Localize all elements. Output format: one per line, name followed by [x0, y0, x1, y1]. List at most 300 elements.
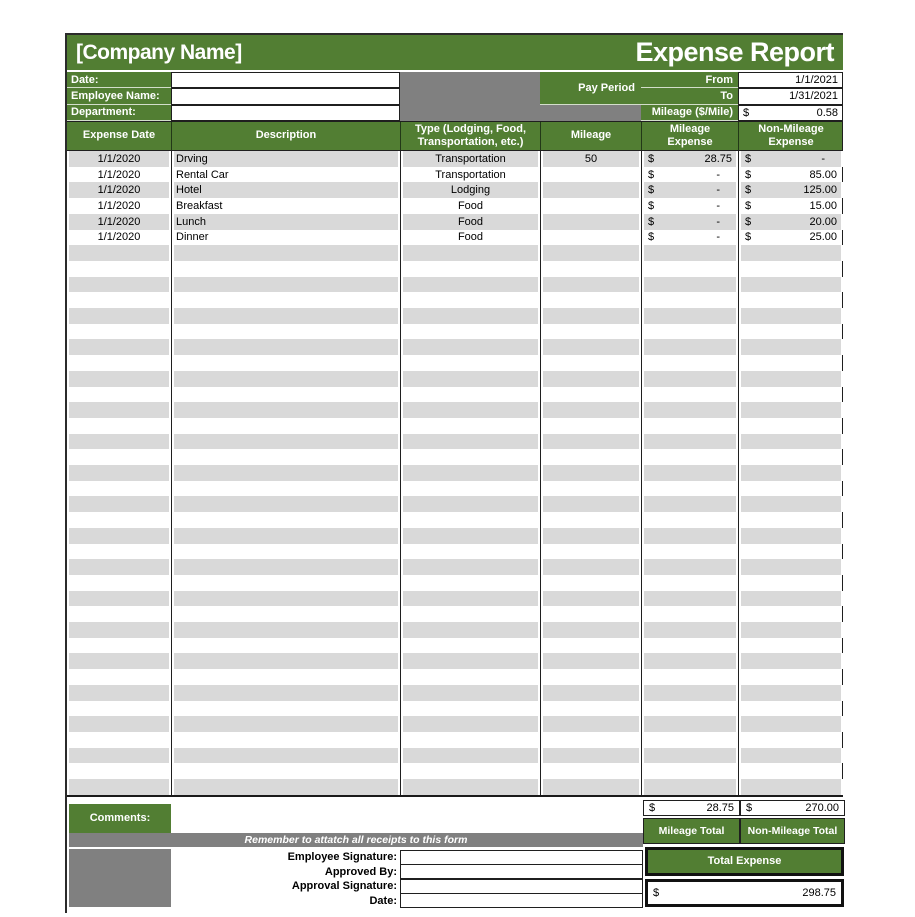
type-cell[interactable] [400, 481, 540, 497]
non-mileage-expense-cell[interactable] [738, 512, 843, 528]
description-cell[interactable] [171, 371, 400, 387]
currency-symbol: $ [746, 801, 753, 814]
non-mileage-expense-cell[interactable] [738, 182, 843, 198]
mileage-expense-cell[interactable] [641, 575, 738, 591]
expense-table-body [67, 151, 843, 797]
type-cell[interactable] [400, 324, 540, 340]
table-row [67, 324, 842, 340]
expense-date-cell[interactable] [67, 669, 171, 685]
mileage-expense-cell[interactable] [641, 638, 738, 654]
mileage-cell[interactable] [540, 779, 641, 795]
mileage-cell[interactable] [540, 575, 641, 591]
department-input[interactable] [171, 105, 400, 121]
mileage-cell[interactable] [540, 449, 641, 465]
expense-date-cell[interactable] [67, 779, 171, 795]
non-mileage-expense-cell[interactable] [738, 544, 843, 560]
mileage-total-label: Mileage Total [643, 818, 740, 844]
mileage-expense-cell[interactable] [641, 198, 738, 214]
type-cell[interactable]: Lodging [400, 182, 540, 198]
mileage-expense-cell[interactable] [641, 151, 738, 167]
mileage-expense-cell[interactable] [641, 182, 738, 198]
description-cell[interactable] [171, 732, 400, 748]
gray-block-bottom [69, 849, 171, 907]
mileage-expense-cell[interactable] [641, 653, 738, 669]
mileage-cell[interactable] [540, 198, 641, 214]
type-cell[interactable] [400, 638, 540, 654]
non-mileage-expense-cell[interactable] [738, 763, 843, 779]
amount-value: - [716, 231, 720, 244]
mileage-cell[interactable] [540, 732, 641, 748]
pay-period-label: Pay Period [540, 72, 641, 105]
description-cell[interactable]: Hotel [171, 182, 400, 198]
description-cell[interactable] [171, 355, 400, 371]
non-mileage-expense-cell[interactable] [738, 434, 843, 450]
mileage-cell[interactable] [540, 214, 641, 230]
mileage-total-value: 28.75 [706, 801, 734, 814]
to-label: To [641, 88, 738, 104]
type-cell[interactable] [400, 465, 540, 481]
mileage-cell[interactable] [540, 559, 641, 575]
expense-date-cell[interactable] [67, 308, 171, 324]
mileage-expense-cell[interactable] [641, 245, 738, 261]
type-cell[interactable] [400, 701, 540, 717]
expense-date-cell[interactable] [67, 481, 171, 497]
expense-date-cell[interactable] [67, 277, 171, 293]
non-mileage-expense-cell[interactable] [738, 324, 843, 340]
non-mileage-expense-cell[interactable] [738, 748, 843, 764]
mileage-expense-cell[interactable] [641, 779, 738, 795]
description-cell[interactable] [171, 402, 400, 418]
type-cell[interactable] [400, 528, 540, 544]
table-row [67, 418, 842, 434]
type-cell[interactable] [400, 732, 540, 748]
expense-date-cell[interactable] [67, 591, 171, 607]
non-mileage-expense-cell[interactable] [738, 277, 843, 293]
description-cell[interactable]: Lunch [171, 214, 400, 230]
mileage-cell[interactable] [540, 292, 641, 308]
type-cell[interactable] [400, 339, 540, 355]
mileage-cell[interactable] [540, 339, 641, 355]
description-cell[interactable] [171, 685, 400, 701]
non-mileage-expense-cell[interactable] [738, 685, 843, 701]
mileage-cell[interactable] [540, 277, 641, 293]
mileage-cell[interactable] [540, 638, 641, 654]
non-mileage-total-cell [740, 800, 845, 816]
description-cell[interactable] [171, 512, 400, 528]
expense-date-cell[interactable] [67, 418, 171, 434]
type-cell[interactable] [400, 716, 540, 732]
description-cell[interactable] [171, 559, 400, 575]
mileage-expense-cell[interactable] [641, 277, 738, 293]
mileage-expense-cell[interactable] [641, 324, 738, 340]
description-cell[interactable] [171, 434, 400, 450]
description-cell[interactable] [171, 528, 400, 544]
mileage-cell[interactable] [540, 230, 641, 246]
expense-date-cell[interactable] [67, 622, 171, 638]
mileage-cell[interactable] [540, 308, 641, 324]
mileage-expense-cell[interactable] [641, 763, 738, 779]
description-cell[interactable] [171, 418, 400, 434]
non-mileage-expense-cell[interactable] [738, 496, 843, 512]
non-mileage-expense-cell[interactable] [738, 355, 843, 371]
non-mileage-expense-cell[interactable] [738, 669, 843, 685]
comments-input[interactable] [171, 800, 643, 831]
description-cell[interactable] [171, 701, 400, 717]
description-cell[interactable] [171, 779, 400, 795]
type-cell[interactable] [400, 544, 540, 560]
non-mileage-expense-cell[interactable] [738, 167, 843, 183]
table-row [67, 355, 842, 371]
mileage-expense-cell[interactable] [641, 669, 738, 685]
mileage-cell[interactable] [540, 528, 641, 544]
mileage-expense-cell[interactable] [641, 716, 738, 732]
description-cell[interactable] [171, 387, 400, 403]
expense-date-cell[interactable] [67, 685, 171, 701]
signature-input[interactable] [400, 893, 643, 908]
header-description: Description [171, 122, 400, 150]
currency-symbol: $ [649, 801, 656, 814]
non-mileage-expense-cell[interactable] [738, 198, 843, 214]
non-mileage-expense-cell[interactable] [738, 481, 843, 497]
type-cell[interactable] [400, 606, 540, 622]
non-mileage-expense-cell[interactable] [738, 465, 843, 481]
to-date-cell[interactable]: 1/31/2021 [738, 88, 843, 104]
type-cell[interactable] [400, 371, 540, 387]
description-cell[interactable] [171, 465, 400, 481]
mileage-rate-label: Mileage ($/Mile) [641, 105, 738, 121]
mileage-cell[interactable] [540, 669, 641, 685]
non-mileage-expense-cell[interactable] [738, 591, 843, 607]
expense-date-cell[interactable] [67, 716, 171, 732]
mileage-cell[interactable] [540, 496, 641, 512]
expense-date-cell[interactable] [67, 559, 171, 575]
mileage-cell[interactable] [540, 701, 641, 717]
mileage-cell[interactable]: 50 [540, 151, 641, 167]
mileage-cell[interactable] [540, 481, 641, 497]
signature-input[interactable] [400, 850, 643, 865]
mileage-rate-cell[interactable] [738, 105, 843, 121]
mileage-expense-cell[interactable] [641, 481, 738, 497]
mileage-cell[interactable] [540, 355, 641, 371]
expense-date-cell[interactable] [67, 763, 171, 779]
mileage-expense-cell[interactable] [641, 355, 738, 371]
header-expense-date: Expense Date [82, 129, 156, 142]
expense-date-cell[interactable] [67, 292, 171, 308]
expense-date-cell[interactable] [67, 638, 171, 654]
mileage-cell[interactable] [540, 685, 641, 701]
mileage-cell[interactable] [540, 261, 641, 277]
expense-date-cell[interactable] [67, 544, 171, 560]
mileage-cell[interactable] [540, 763, 641, 779]
mileage-expense-cell[interactable] [641, 308, 738, 324]
company-name[interactable]: [Company Name] [76, 40, 242, 64]
non-mileage-expense-cell[interactable] [738, 339, 843, 355]
table-row [67, 575, 842, 591]
expense-date-cell[interactable] [67, 465, 171, 481]
type-cell[interactable] [400, 277, 540, 293]
mileage-cell[interactable] [540, 465, 641, 481]
description-cell[interactable] [171, 575, 400, 591]
type-cell[interactable] [400, 496, 540, 512]
mileage-expense-cell[interactable] [641, 371, 738, 387]
table-row [67, 434, 842, 450]
mileage-cell[interactable] [540, 418, 641, 434]
expense-date-cell[interactable] [67, 732, 171, 748]
mileage-cell[interactable] [540, 591, 641, 607]
table-row [67, 214, 842, 230]
type-cell[interactable] [400, 418, 540, 434]
non-mileage-expense-cell[interactable] [738, 387, 843, 403]
expense-date-cell[interactable] [67, 261, 171, 277]
signature-input[interactable] [400, 879, 643, 894]
mileage-expense-cell[interactable] [641, 685, 738, 701]
table-row [67, 701, 842, 717]
header-type: Type (Lodging, Food, Transportation, etc.) [400, 122, 540, 150]
table-row [67, 763, 842, 779]
description-cell[interactable] [171, 261, 400, 277]
type-cell[interactable] [400, 622, 540, 638]
non-mileage-expense-cell[interactable] [738, 151, 843, 167]
table-row [67, 779, 842, 795]
type-cell[interactable] [400, 575, 540, 591]
description-cell[interactable] [171, 339, 400, 355]
table-row [67, 716, 842, 732]
mileage-expense-cell[interactable] [641, 606, 738, 622]
mileage-cell[interactable] [540, 387, 641, 403]
table-row [67, 591, 842, 607]
non-mileage-expense-cell[interactable] [738, 308, 843, 324]
table-row [67, 606, 842, 622]
expense-date-cell[interactable] [67, 245, 171, 261]
description-cell[interactable] [171, 716, 400, 732]
expense-date-cell[interactable] [67, 606, 171, 622]
mileage-expense-cell[interactable] [641, 387, 738, 403]
expense-date-cell[interactable] [67, 496, 171, 512]
expense-date-cell[interactable] [67, 324, 171, 340]
non-mileage-expense-cell[interactable] [738, 418, 843, 434]
non-mileage-expense-cell[interactable] [738, 402, 843, 418]
non-mileage-expense-cell[interactable] [738, 559, 843, 575]
type-cell[interactable]: Food [400, 214, 540, 230]
mileage-expense-cell[interactable] [641, 418, 738, 434]
description-cell[interactable] [171, 245, 400, 261]
non-mileage-expense-cell[interactable] [738, 575, 843, 591]
description-cell[interactable]: Dinner [171, 230, 400, 246]
expense-date-cell[interactable]: 1/1/2020 [97, 168, 141, 181]
expense-date-cell[interactable] [67, 434, 171, 450]
mileage-expense-cell[interactable] [641, 559, 738, 575]
description-cell[interactable] [171, 606, 400, 622]
amount-value: - [716, 215, 720, 228]
expense-date-cell[interactable]: 1/1/2020 [67, 182, 171, 198]
mileage-expense-cell[interactable] [641, 339, 738, 355]
non-mileage-expense-cell[interactable] [738, 638, 843, 654]
table-row [67, 512, 842, 528]
non-mileage-expense-cell[interactable] [738, 779, 843, 795]
expense-date-cell[interactable] [67, 701, 171, 717]
mileage-expense-cell[interactable] [641, 449, 738, 465]
description-cell[interactable] [171, 591, 400, 607]
mileage-cell[interactable] [540, 434, 641, 450]
mileage-expense-cell[interactable] [641, 544, 738, 560]
non-mileage-expense-cell[interactable] [738, 449, 843, 465]
mileage-expense-cell[interactable] [641, 230, 738, 246]
type-cell[interactable]: Transportation [400, 167, 540, 183]
non-mileage-expense-cell[interactable] [738, 214, 843, 230]
total-expense-value: 298.75 [802, 886, 836, 899]
currency-symbol: $ [648, 231, 655, 244]
non-mileage-expense-cell[interactable] [738, 716, 843, 732]
description-cell[interactable] [171, 308, 400, 324]
non-mileage-expense-cell[interactable] [738, 292, 843, 308]
mileage-expense-cell[interactable] [641, 167, 738, 183]
description-cell[interactable] [171, 669, 400, 685]
expense-date-cell[interactable]: 1/1/2020 [67, 151, 171, 167]
expense-date-cell[interactable]: 1/1/2020 [97, 199, 141, 212]
type-cell[interactable] [400, 387, 540, 403]
mileage-expense-cell[interactable] [641, 748, 738, 764]
type-cell[interactable] [400, 559, 540, 575]
expense-date-cell[interactable] [67, 371, 171, 387]
type-cell[interactable] [400, 591, 540, 607]
mileage-cell[interactable] [540, 748, 641, 764]
expense-date-cell[interactable] [67, 653, 171, 669]
mileage-cell[interactable] [540, 245, 641, 261]
non-mileage-expense-cell[interactable] [738, 261, 843, 277]
expense-date-cell[interactable] [67, 449, 171, 465]
description-cell[interactable] [171, 622, 400, 638]
mileage-expense-cell[interactable] [641, 402, 738, 418]
type-cell[interactable]: Food [400, 230, 540, 246]
description-cell[interactable]: Breakfast [171, 198, 400, 214]
description-cell[interactable]: Rental Car [171, 167, 400, 183]
type-cell[interactable] [400, 245, 540, 261]
mileage-cell[interactable] [540, 653, 641, 669]
mileage-expense-cell[interactable] [641, 214, 738, 230]
type-cell[interactable] [400, 355, 540, 371]
mileage-expense-cell[interactable] [641, 622, 738, 638]
type-cell[interactable] [400, 449, 540, 465]
description-cell[interactable] [171, 481, 400, 497]
type-cell[interactable] [400, 512, 540, 528]
mileage-cell[interactable] [540, 716, 641, 732]
expense-date-cell[interactable] [67, 748, 171, 764]
description-cell[interactable] [171, 638, 400, 654]
non-mileage-expense-cell[interactable] [738, 653, 843, 669]
non-mileage-expense-cell[interactable] [738, 371, 843, 387]
mileage-expense-cell[interactable] [641, 701, 738, 717]
mileage-expense-cell[interactable] [641, 261, 738, 277]
expense-date-cell[interactable] [67, 387, 171, 403]
currency-symbol: $ [745, 168, 752, 181]
description-cell[interactable] [171, 324, 400, 340]
description-cell[interactable] [171, 277, 400, 293]
non-mileage-expense-cell[interactable] [738, 622, 843, 638]
expense-date-cell[interactable]: 1/1/2020 [97, 231, 141, 244]
page-title: Expense Report [635, 37, 834, 67]
type-cell[interactable] [400, 434, 540, 450]
description-cell[interactable] [171, 292, 400, 308]
currency-symbol: $ [648, 184, 655, 197]
mileage-cell[interactable] [540, 606, 641, 622]
type-cell[interactable] [400, 308, 540, 324]
mileage-expense-cell[interactable] [641, 465, 738, 481]
expense-date-cell[interactable] [67, 528, 171, 544]
currency-symbol: $ [743, 106, 750, 119]
mileage-expense-cell[interactable] [641, 528, 738, 544]
expense-date-cell[interactable] [67, 402, 171, 418]
expense-date-cell[interactable] [67, 339, 171, 355]
type-cell[interactable] [400, 685, 540, 701]
mileage-expense-cell[interactable] [641, 434, 738, 450]
description-cell[interactable] [171, 748, 400, 764]
type-cell[interactable] [400, 292, 540, 308]
mileage-expense-cell[interactable] [641, 732, 738, 748]
description-cell[interactable] [171, 544, 400, 560]
description-cell[interactable]: Drving [171, 151, 400, 167]
signature-label: Employee Signature: [287, 851, 397, 864]
mileage-cell[interactable] [540, 182, 641, 198]
mileage-cell[interactable] [540, 167, 641, 183]
mileage-expense-cell[interactable] [641, 512, 738, 528]
expense-date-cell[interactable] [67, 512, 171, 528]
non-mileage-expense-cell[interactable] [738, 528, 843, 544]
type-cell[interactable] [400, 653, 540, 669]
mileage-cell[interactable] [540, 324, 641, 340]
type-cell[interactable] [400, 763, 540, 779]
from-date-cell[interactable]: 1/1/2021 [738, 72, 843, 88]
signature-input[interactable] [400, 864, 643, 879]
expense-date-cell[interactable]: 1/1/2020 [67, 214, 171, 230]
mileage-cell[interactable] [540, 402, 641, 418]
description-cell[interactable] [171, 653, 400, 669]
mileage-expense-cell[interactable] [641, 591, 738, 607]
mileage-expense-cell[interactable] [641, 292, 738, 308]
mileage-cell[interactable] [540, 512, 641, 528]
non-mileage-expense-cell[interactable] [738, 732, 843, 748]
mileage-cell[interactable] [540, 544, 641, 560]
type-cell[interactable] [400, 748, 540, 764]
type-cell[interactable] [400, 669, 540, 685]
description-cell[interactable] [171, 763, 400, 779]
non-mileage-expense-cell[interactable] [738, 701, 843, 717]
mileage-expense-cell[interactable] [641, 496, 738, 512]
non-mileage-expense-cell[interactable] [738, 230, 843, 246]
employee-name-input[interactable] [171, 88, 400, 104]
table-row [67, 292, 842, 308]
mileage-cell[interactable] [540, 371, 641, 387]
table-row [67, 685, 842, 701]
currency-symbol: $ [745, 152, 752, 165]
mileage-cell[interactable] [540, 622, 641, 638]
expense-date-cell[interactable] [67, 575, 171, 591]
type-cell[interactable] [400, 779, 540, 795]
description-cell[interactable] [171, 496, 400, 512]
expense-date-cell[interactable] [67, 355, 171, 371]
receipts-note: Remember to attatch all receipts to this form [69, 833, 643, 847]
type-cell[interactable] [400, 402, 540, 418]
non-mileage-expense-cell[interactable] [738, 245, 843, 261]
description-cell[interactable] [171, 449, 400, 465]
type-cell[interactable]: Food [400, 198, 540, 214]
type-cell[interactable]: Transportation [400, 151, 540, 167]
date-input[interactable] [171, 72, 400, 88]
currency-symbol: $ [745, 184, 752, 197]
type-cell[interactable] [400, 261, 540, 277]
mileage-rate-value: 0.58 [816, 106, 838, 119]
table-row [67, 653, 842, 669]
non-mileage-expense-cell[interactable] [738, 606, 843, 622]
